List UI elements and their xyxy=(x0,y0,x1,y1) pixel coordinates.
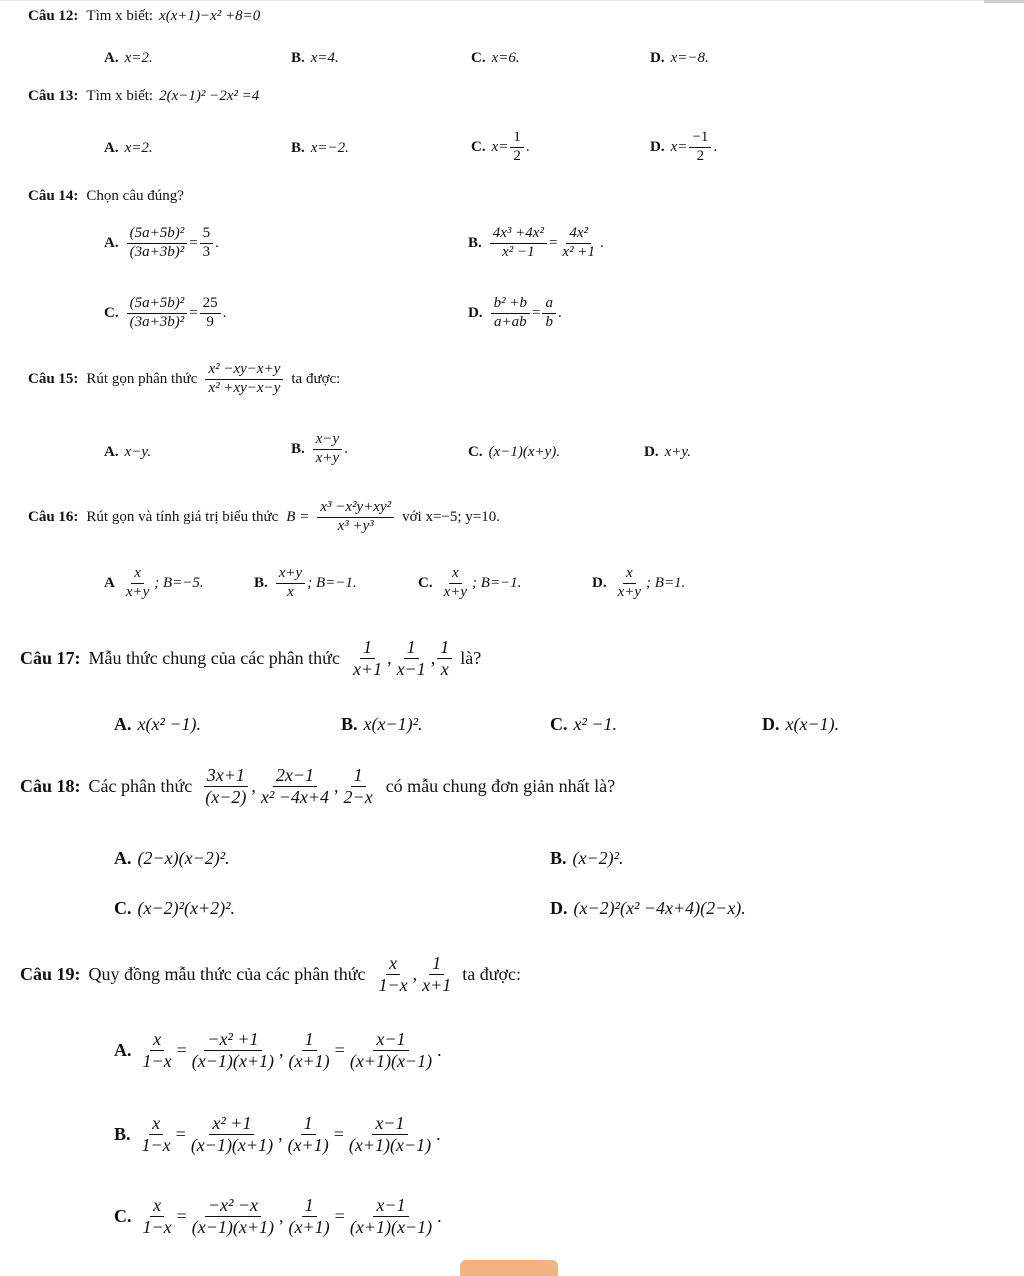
fraction: $\frac{x}{1-x}$ xyxy=(378,953,408,995)
option-text: x= xyxy=(491,138,509,155)
question-tail: có mẫu chung đơn giản nhất là? xyxy=(385,775,616,796)
option-letter: B. xyxy=(341,714,358,734)
option-letter: B. xyxy=(114,1123,131,1144)
question-label: Câu 13: xyxy=(28,88,79,104)
question-label: Câu 18: xyxy=(20,775,81,796)
option-letter: A. xyxy=(104,444,119,460)
fraction: $\frac{3x+1}{(x-2)}$ xyxy=(205,765,247,807)
option-letter: C. xyxy=(471,138,486,155)
option-letter: B. xyxy=(254,574,268,591)
fraction: $\frac{1}{x+1}$ xyxy=(422,953,452,995)
option-letter: C. xyxy=(468,444,483,460)
option-letter: A. xyxy=(114,714,132,734)
option-d[interactable] xyxy=(650,50,709,67)
option-letter: A. xyxy=(104,50,119,66)
option-c[interactable]: C. $\frac{x}{1-x}$ = $\frac{\text{−x² −x}}{(x-1)(x+1)}$ , $\frac{1}{(x+1)}$ = $\frac{x-1}{(x+1)(x-1)}$ . xyxy=(114,1195,442,1237)
question-stem: Chọn câu đúng? xyxy=(86,188,184,204)
fraction: $\frac{\text{x² −xy−x+y}}{\text{x² +xy−x−y}}$ xyxy=(205,362,283,397)
fraction: $\frac{2x-1}{\text{x² −4x+4}}$ xyxy=(260,765,330,807)
option-b[interactable]: B. x(x−1)². xyxy=(341,714,423,734)
question-tail: ta được: xyxy=(462,963,521,984)
option-letter: A. xyxy=(114,848,132,868)
question-label: Câu 15: xyxy=(28,370,79,387)
option-text: x= xyxy=(670,138,688,155)
fraction: $\frac{1}{2-x}$ xyxy=(343,765,373,807)
option-a[interactable] xyxy=(104,50,153,67)
option-a[interactable] xyxy=(104,140,153,157)
option-b[interactable] xyxy=(291,140,349,157)
question-label: Câu 19: xyxy=(20,963,81,984)
question-label: Câu 14: xyxy=(28,188,79,204)
top-border xyxy=(0,0,1024,1)
question-stem: Rút gọn phân thức xyxy=(86,370,198,387)
option-letter: C. xyxy=(418,574,433,591)
question-label: Câu 16: xyxy=(28,508,79,525)
fraction: $\frac{1}{x+1}$ xyxy=(352,637,383,679)
option-c[interactable]: C. $\frac{\text{(5a+5b)²}}{\text{(3a+3b)²}}$ = $\frac{25}{9}$ . xyxy=(104,295,227,330)
question-stem: Tìm x biết: xyxy=(86,8,154,24)
option-text: x=4. xyxy=(310,50,339,66)
option-letter: A. xyxy=(104,234,119,251)
fraction: $\frac{1}{x-1}$ xyxy=(396,637,426,679)
option-a[interactable]: A $\frac{x}{x+y}$ ; B=−5. xyxy=(104,565,204,600)
scroll-indicator[interactable] xyxy=(460,1260,558,1276)
question-expression: 2(x−1)² −2x² =4 xyxy=(159,88,260,104)
option-c[interactable]: C. x= $\frac{1}{2}$ . xyxy=(471,129,530,164)
option-a[interactable]: A. x−y. xyxy=(104,444,151,460)
option-letter: B. xyxy=(550,848,567,868)
option-text: x=2. xyxy=(124,140,153,156)
option-d[interactable]: D. x+y. xyxy=(644,444,691,460)
option-letter: D. xyxy=(592,574,607,591)
option-letter: C. xyxy=(114,898,132,918)
fraction: $\frac{1}{x}$ xyxy=(437,638,452,679)
option-d[interactable]: D. x= $\frac{-1}{2}$ . xyxy=(650,129,718,164)
option-c[interactable]: C. x² −1. xyxy=(550,714,618,734)
question-tail: với x=−5; y=10. xyxy=(402,508,501,525)
question-tail: là? xyxy=(460,647,482,668)
option-c[interactable]: C. $\frac{x}{x+y}$ ; B=−1. xyxy=(418,565,522,600)
fraction: $\frac{\text{x³ −x²y+xy²}}{\text{x³ +y³}}$ xyxy=(317,500,394,535)
question-stem: Quy đồng mẫu thức của các phân thức xyxy=(88,963,366,984)
option-letter: A. xyxy=(114,1039,132,1060)
option-letter: C. xyxy=(114,1205,132,1226)
option-a[interactable]: A. $\frac{\text{(5a+5b)²}}{\text{(3a+3b)²}}$ = $\frac{5}{3}$ . xyxy=(104,225,219,260)
option-text: x=2. xyxy=(124,50,153,66)
option-b[interactable]: B. $\frac{\text{4x³ +4x²}}{\text{x² −1}}$ = $\frac{\text{4x²}}{\text{x² +1}}$ . xyxy=(468,225,604,260)
fraction: $\frac{-1}{2}$ xyxy=(689,130,711,165)
option-letter: A. xyxy=(104,140,119,156)
option-c[interactable] xyxy=(471,50,520,67)
option-d[interactable]: D. $\frac{x}{x+y}$ ; B=1. xyxy=(592,565,686,600)
option-text: x=−2. xyxy=(310,140,349,156)
option-c[interactable]: C. (x−1)(x+y). xyxy=(468,444,561,460)
question-stem: Các phân thức xyxy=(88,775,193,796)
option-b[interactable] xyxy=(291,50,339,67)
option-d[interactable]: D. $\frac{\text{b² +b}}{a+ab}$ = $\frac{a}{b}$ . xyxy=(468,295,562,330)
option-letter: C. xyxy=(471,50,486,66)
fraction: $\frac{1}{2}$ xyxy=(510,130,524,165)
option-d[interactable]: D. x(x−1). xyxy=(762,714,840,734)
question-stem: Mẫu thức chung của các phân thức xyxy=(88,647,340,668)
option-b[interactable]: B. $\frac{x-y}{x+y}$ . xyxy=(291,431,348,466)
question-label: Câu 17: xyxy=(20,647,81,668)
option-letter: D. xyxy=(650,138,665,155)
option-a[interactable]: A. (2−x)(x−2)². xyxy=(114,848,230,868)
option-text: x=6. xyxy=(491,50,520,66)
option-b[interactable]: B. $\frac{x}{1-x}$ = $\frac{\text{x² +1}}{(x-1)(x+1)}$ , $\frac{1}{(x+1)}$ = $\frac{x-1}{(x+1)(x-1)}$ . xyxy=(114,1113,441,1155)
question-label: Câu 12: xyxy=(28,8,79,24)
question-expression: x(x+1)−x² +8=0 xyxy=(159,8,261,24)
option-letter: D. xyxy=(762,714,780,734)
option-b[interactable]: B. (x−2)². xyxy=(550,848,624,868)
top-right-bar xyxy=(984,0,1024,3)
expression-name: B = xyxy=(286,508,310,525)
option-a[interactable]: A. $\frac{x}{1-x}$ = $\frac{\text{−x² +1}}{(x-1)(x+1)}$ , $\frac{1}{(x+1)}$ = $\frac{x-1}{(x+1)(x-1)}$ . xyxy=(114,1029,442,1071)
option-letter: B. xyxy=(291,440,305,457)
option-letter: B. xyxy=(468,234,482,251)
option-letter: B. xyxy=(291,50,305,66)
option-letter: D. xyxy=(550,898,568,918)
option-letter: D. xyxy=(468,304,483,321)
option-letter: B. xyxy=(291,140,305,156)
option-b[interactable]: B. $\frac{x+y}{x}$ ; B=−1. xyxy=(254,565,357,600)
option-text: x=−8. xyxy=(670,50,709,66)
question-tail: ta được: xyxy=(291,370,341,387)
question-stem: Tìm x biết: xyxy=(86,88,154,104)
option-a[interactable]: A. x(x² −1). xyxy=(114,714,202,734)
option-c[interactable]: C. (x−2)²(x+2)². xyxy=(114,898,236,918)
option-letter: C. xyxy=(550,714,568,734)
option-letter: D. xyxy=(644,444,659,460)
option-letter: D. xyxy=(650,50,665,66)
question-stem: Rút gọn và tính giá trị biểu thức xyxy=(86,508,279,525)
option-letter: C. xyxy=(104,304,119,321)
option-d[interactable]: D. (x−2)²(x² −4x+4)(2−x). xyxy=(550,898,746,918)
option-letter: A xyxy=(104,574,115,591)
